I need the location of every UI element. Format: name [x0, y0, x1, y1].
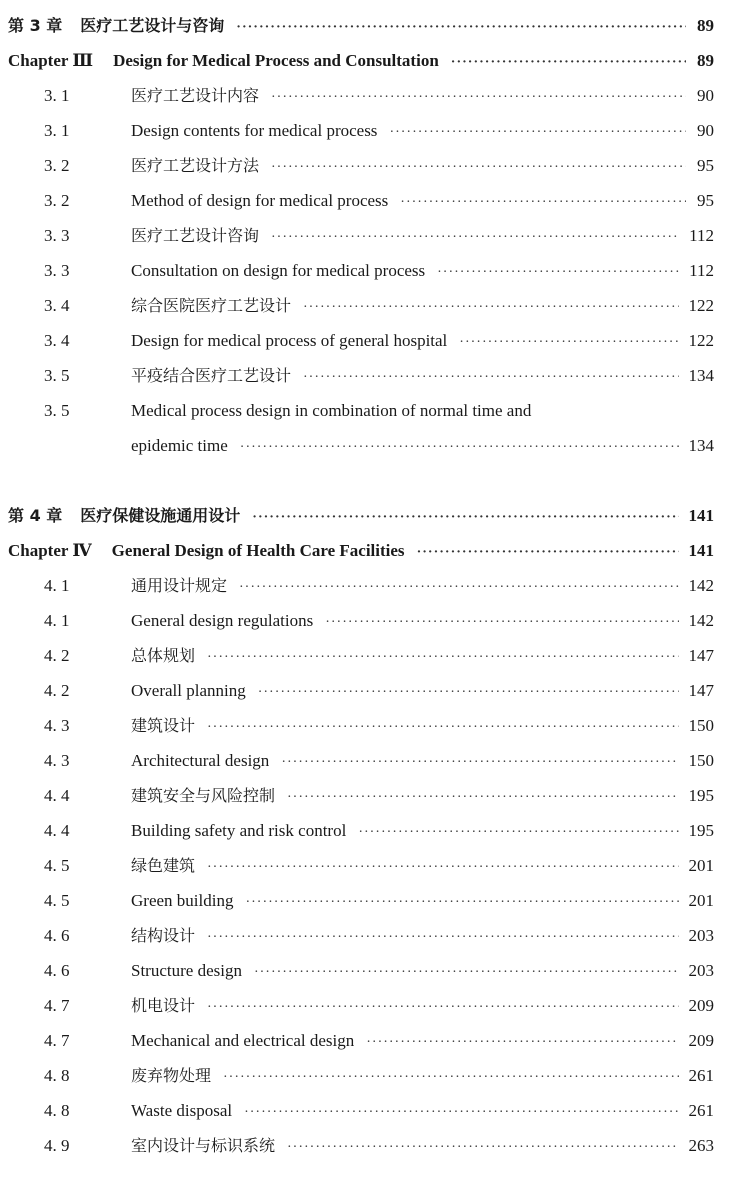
leader-dots: [252, 500, 678, 535]
toc-entry-continuation[interactable]: [8, 428, 714, 463]
toc-entry[interactable]: [8, 673, 714, 708]
section-title: 综合医院医疗工艺设计: [131, 296, 292, 315]
chapter-title: Design for Medical Process and Consultation: [113, 51, 439, 70]
leader-dots: [358, 815, 678, 850]
leader-dots: [244, 1095, 678, 1130]
leader-dots: [437, 255, 679, 290]
chapter-number: 第 3 章: [8, 16, 63, 35]
section-title: Method of design for medical process: [131, 191, 389, 210]
section-title: 医疗工艺设计咨询: [131, 226, 260, 245]
page-number: 141: [688, 541, 714, 560]
section-number: 4. 3: [44, 751, 70, 770]
section-title: Overall planning: [131, 681, 246, 700]
section-number: 4. 1: [44, 611, 70, 630]
section-title: Structure design: [131, 961, 242, 980]
section-number: 4. 8: [44, 1066, 70, 1085]
toc-entry[interactable]: [8, 953, 714, 988]
chapter-title: General Design of Health Care Facilities: [111, 541, 405, 560]
section-title: 废弃物处理: [131, 1066, 212, 1085]
section-number: 4. 7: [44, 996, 70, 1015]
leader-dots: [258, 675, 679, 710]
section-title: 建筑设计: [131, 716, 196, 735]
section-title: 平疫结合医疗工艺设计: [131, 366, 292, 385]
toc-entry[interactable]: [8, 568, 714, 603]
section-title: 室内设计与标识系统: [131, 1136, 276, 1155]
toc-entry[interactable]: [8, 183, 714, 218]
toc-entry[interactable]: [8, 743, 714, 778]
section-title: 通用设计规定: [131, 576, 228, 595]
section-number: 3. 4: [44, 331, 70, 350]
section-number: 4. 1: [44, 576, 70, 595]
page-number: 263: [688, 1136, 714, 1155]
toc-entry[interactable]: [8, 638, 714, 673]
toc-entry[interactable]: [8, 288, 714, 323]
toc-entry[interactable]: [8, 708, 714, 743]
toc-entry[interactable]: [8, 778, 714, 813]
section-title: Mechanical and electrical design: [131, 1031, 355, 1050]
toc-entry[interactable]: [8, 918, 714, 953]
page-number: 90: [697, 121, 714, 140]
page-number: 209: [688, 1031, 714, 1050]
leader-dots: [240, 430, 679, 465]
leader-dots: [239, 570, 678, 605]
page-number: 89: [697, 51, 714, 70]
leader-dots: [207, 640, 678, 675]
leader-dots: [366, 1025, 678, 1060]
page-number: 195: [688, 821, 714, 840]
section-number: 3. 3: [44, 261, 70, 280]
leader-dots: [303, 290, 678, 325]
section-number: 4. 8: [44, 1101, 70, 1120]
page-number: 147: [688, 646, 714, 665]
section-title: General design regulations: [131, 611, 314, 630]
chapter-title: 医疗保健设施通用设计: [80, 506, 241, 525]
section-title: 机电设计: [131, 996, 196, 1015]
leader-dots: [389, 115, 686, 150]
toc-entry[interactable]: [8, 988, 714, 1023]
page-number: 150: [688, 716, 714, 735]
toc-entry[interactable]: [8, 218, 714, 253]
toc-entry[interactable]: [8, 1023, 714, 1058]
page-number: 147: [688, 681, 714, 700]
page-number: 112: [689, 261, 714, 280]
section-number: 3. 2: [44, 191, 70, 210]
page-number: 201: [688, 856, 714, 875]
leader-dots: [271, 220, 679, 255]
section-number: 4. 6: [44, 961, 70, 980]
leader-dots: [417, 535, 679, 570]
chapter-3-cn-entry[interactable]: [8, 8, 714, 43]
chapter-3-en-entry[interactable]: [8, 43, 714, 78]
leader-dots: [271, 80, 686, 115]
leader-dots: [459, 325, 678, 360]
leader-dots: [245, 885, 678, 920]
section-title: 总体规划: [131, 646, 196, 665]
page-number: 203: [688, 926, 714, 945]
chapter-number: Chapter Ⅳ: [8, 541, 92, 560]
toc-entry[interactable]: [8, 603, 714, 638]
toc-entry[interactable]: [8, 323, 714, 358]
leader-dots: [236, 10, 686, 45]
section-title: Green building: [131, 891, 234, 910]
page-number: 195: [688, 786, 714, 805]
page-number: 142: [688, 611, 714, 630]
page-number: 209: [688, 996, 714, 1015]
toc-entry[interactable]: [8, 1128, 714, 1163]
section-title: 医疗工艺设计方法: [131, 156, 260, 175]
toc-entry[interactable]: [8, 78, 714, 113]
toc-entry[interactable]: [8, 883, 714, 918]
toc-entry[interactable]: [8, 393, 714, 428]
section-title: 医疗工艺设计内容: [131, 86, 260, 105]
toc-entry[interactable]: [8, 1093, 714, 1128]
page-number: 122: [688, 331, 714, 350]
chapter-number: 第 4 章: [8, 506, 63, 525]
toc-entry[interactable]: [8, 358, 714, 393]
section-number: 4. 2: [44, 646, 70, 665]
section-number: 4. 9: [44, 1136, 70, 1155]
page-number: 112: [689, 226, 714, 245]
section-number: 3. 2: [44, 156, 70, 175]
section-title: 建筑安全与风险控制: [131, 786, 276, 805]
leader-dots: [287, 1130, 678, 1165]
leader-dots: [254, 955, 679, 990]
section-number: 4. 5: [44, 891, 70, 910]
chapter-4-en-entry[interactable]: [8, 533, 714, 568]
page-number: 95: [697, 156, 714, 175]
section-title: Medical process design in combination of normal time and: [131, 401, 532, 420]
leader-dots: [223, 1060, 678, 1095]
leader-dots: [287, 780, 678, 815]
section-number: 4. 3: [44, 716, 70, 735]
page-number: 150: [688, 751, 714, 770]
leader-dots: [451, 45, 686, 80]
section-number: 4. 6: [44, 926, 70, 945]
section-number: 4. 4: [44, 821, 70, 840]
leader-dots: [271, 150, 686, 185]
toc-entry[interactable]: [8, 148, 714, 183]
leader-dots: [400, 185, 686, 220]
section-title: Consultation on design for medical process: [131, 261, 426, 280]
section-number: 3. 3: [44, 226, 70, 245]
toc-entry[interactable]: [8, 813, 714, 848]
section-number: 4. 2: [44, 681, 70, 700]
section-title: 绿色建筑: [131, 856, 196, 875]
page-number: 122: [688, 296, 714, 315]
section-title: Architectural design: [131, 751, 270, 770]
leader-dots: [207, 920, 678, 955]
section-number: 3. 5: [44, 366, 70, 385]
page-number: 261: [688, 1101, 714, 1120]
page-number: 134: [688, 366, 714, 385]
leader-dots: [325, 605, 678, 640]
leader-dots: [303, 360, 678, 395]
chapter-title: 医疗工艺设计与咨询: [80, 16, 225, 35]
page-number: 141: [688, 506, 714, 525]
page-number: 142: [688, 576, 714, 595]
leader-dots: [281, 745, 678, 780]
page-number: 261: [688, 1066, 714, 1085]
section-number: 3. 5: [44, 401, 70, 420]
chapter-number: Chapter Ⅲ: [8, 51, 94, 70]
section-number: 4. 7: [44, 1031, 70, 1050]
section-title: Design contents for medical process: [131, 121, 378, 140]
toc-entry[interactable]: [8, 848, 714, 883]
toc-entry[interactable]: [8, 253, 714, 288]
section-title: Design for medical process of general hospital: [131, 331, 448, 350]
section-number: 3. 1: [44, 86, 70, 105]
leader-dots: [207, 990, 678, 1025]
page-number: 95: [697, 191, 714, 210]
section-title: Waste disposal: [131, 1101, 233, 1120]
leader-dots: [207, 850, 678, 885]
section-number: 4. 5: [44, 856, 70, 875]
section-title: 结构设计: [131, 926, 196, 945]
page-number: 90: [697, 86, 714, 105]
section-title: Building safety and risk control: [131, 821, 347, 840]
toc-entry[interactable]: [8, 1058, 714, 1093]
section-number: 3. 4: [44, 296, 70, 315]
page-number: 203: [688, 961, 714, 980]
page-number: 89: [697, 16, 714, 35]
page-number: 134: [688, 436, 714, 455]
page-number: 201: [688, 891, 714, 910]
section-number: 3. 1: [44, 121, 70, 140]
leader-dots: [207, 710, 678, 745]
section-number: 4. 4: [44, 786, 70, 805]
chapter-4-cn-entry[interactable]: [8, 498, 714, 533]
section-title-continuation: epidemic time: [131, 436, 228, 455]
toc-entry[interactable]: [8, 113, 714, 148]
